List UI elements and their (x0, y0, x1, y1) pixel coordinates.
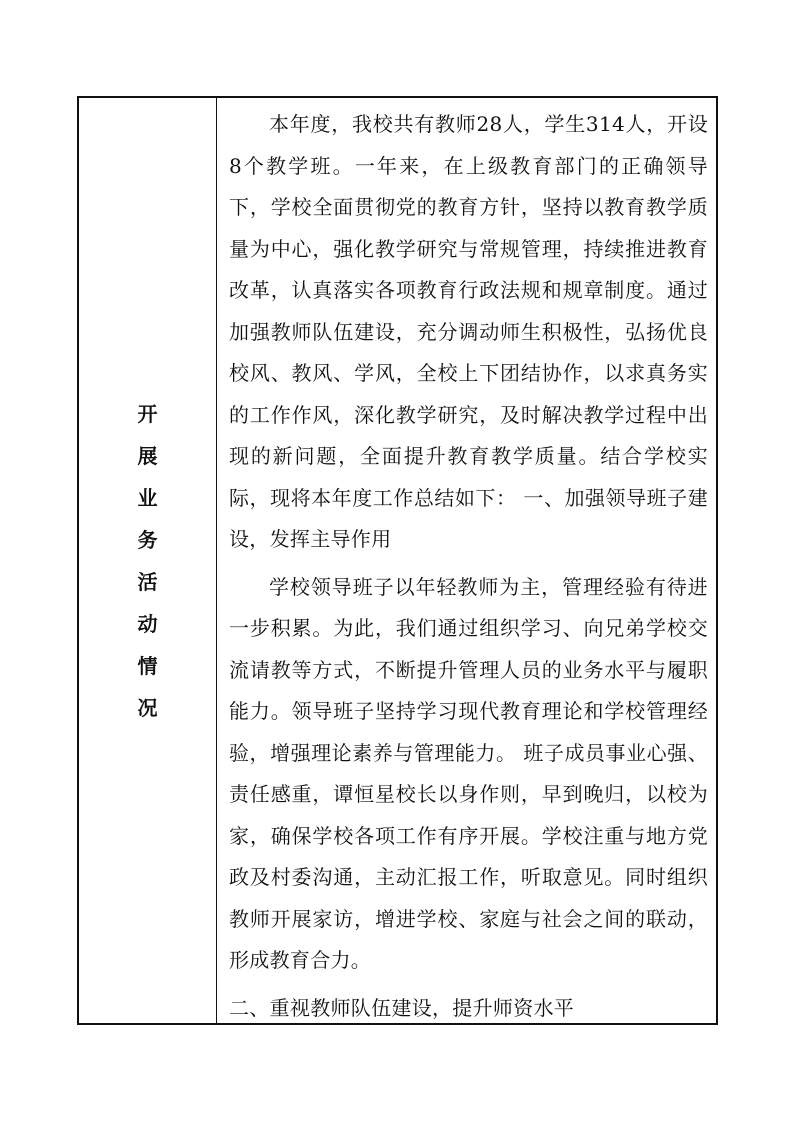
section-label-cell (79, 98, 217, 1023)
content-cell (217, 98, 716, 1023)
section-label-char: 活 (137, 570, 158, 594)
section-label-char: 开 (137, 402, 158, 426)
paragraph-leadership: 学校领导班子以年轻教师为主，管理经验有待进一步积累。为此，我们通过组织学习、向兄弟学校交流请教等方式，不断提升管理人员的业务水平与履职能力。领导班子坚持学习现代教育理论和学校管理经验，增强理论素养与管理能力。 班子成员事业心强、责任感重，谭恒星校长以身作则，早到晚归，以校为家，确保学校各项工作有序开展。学校注重与地方党政及村委沟通，主动汇报工作，听取意见。同时组织教师开展家访，增进学校、家庭与社会之间的联动，形成教育合力。 (229, 574, 708, 972)
section-label-char: 动 (137, 612, 158, 636)
section-label-char: 况 (137, 696, 158, 720)
section-label (79, 404, 216, 740)
section-label-char: 务 (137, 528, 158, 552)
report-body (229, 104, 708, 1029)
section-label-char: 业 (137, 486, 158, 510)
section-label-char: 展 (137, 444, 158, 468)
paragraph-overview: 本年度，我校共有教师28人，学生314人，开设8个教学班。一年来，在上级教育部门的正确领导下，学校全面贯彻党的教育方针，坚持以教育教学质量为中心，强化教学研究与常规管理，持续推进教育改革，认真落实各项教育行政法规和规章制度。通过加强教师队伍建设，充分调动师生积极性，弘扬优良校风、教风、学风，全校上下团结协作，以求真务实的工作作风，深化教学研究，及时解决教学过程中出现的新问题，全面提升教育教学质量。结合学校实际，现将本年度工作总结如下： 一、加强领导班子建设，发挥主导作用 (229, 112, 708, 551)
section-label-char: 情 (137, 654, 158, 678)
report-table (77, 96, 718, 1025)
section-heading-teachers: 二、重视教师队伍建设，提升师资水平 (229, 995, 575, 1020)
